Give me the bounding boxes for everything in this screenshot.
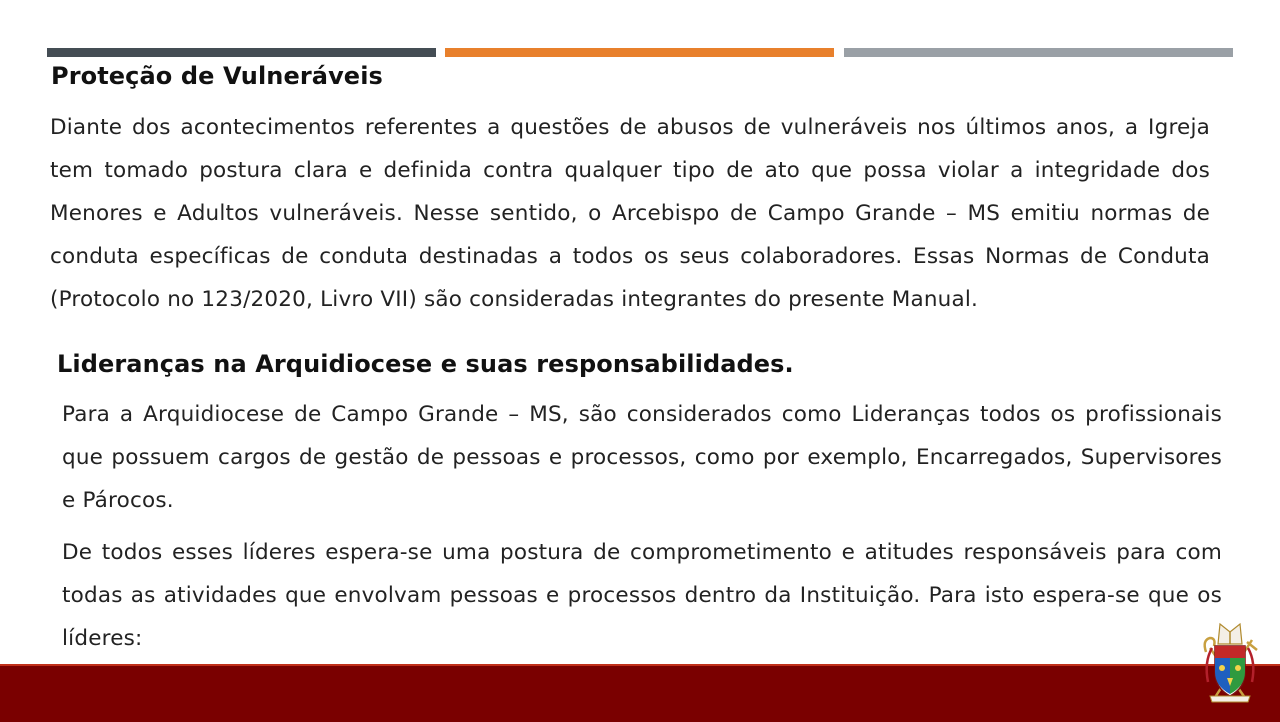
section-title-liderancas: Lideranças na Arquidiocese e suas responsabilidades.: [57, 350, 794, 378]
paragraph-liderancas-1: Para a Arquidiocese de Campo Grande – MS, são considerados como Lideranças todos os profissionais que possuem cargos de gestão de pessoas e processos, como por exemplo, Encarregados, Supervisores e Párocos.: [62, 402, 1222, 513]
accent-bar-dark: [47, 48, 436, 57]
paragraph-protecao: Diante dos acontecimentos referentes a questões de abusos de vulneráveis nos últimos anos, a Igreja tem tomado postura clara e definida contra qualquer tipo de ato que possa violar a integridade dos Menores e Adultos vulneráveis. Nesse sentido, o Arcebispo de Campo Grande – MS emitiu normas de conduta específicas de conduta destinadas a todos os seus colaboradores. Essas Normas de Conduta (Protocolo no 123/2020, Livro VII) são consideradas integrantes do presente Manual.: [50, 115, 1210, 312]
accent-bar-orange: [445, 48, 834, 57]
accent-bar-gray: [844, 48, 1233, 57]
paragraph-liderancas-2: De todos esses líderes espera-se uma postura de comprometimento e atitudes responsáveis para com todas as atividades que envolvam pessoas e processos dentro da Instituição. Para isto espera-se que os líderes:: [62, 540, 1222, 651]
footer-band: [0, 664, 1280, 722]
archdiocese-coat-of-arms-icon: [1198, 622, 1262, 706]
section-title-protecao: Proteção de Vulneráveis: [51, 62, 383, 90]
